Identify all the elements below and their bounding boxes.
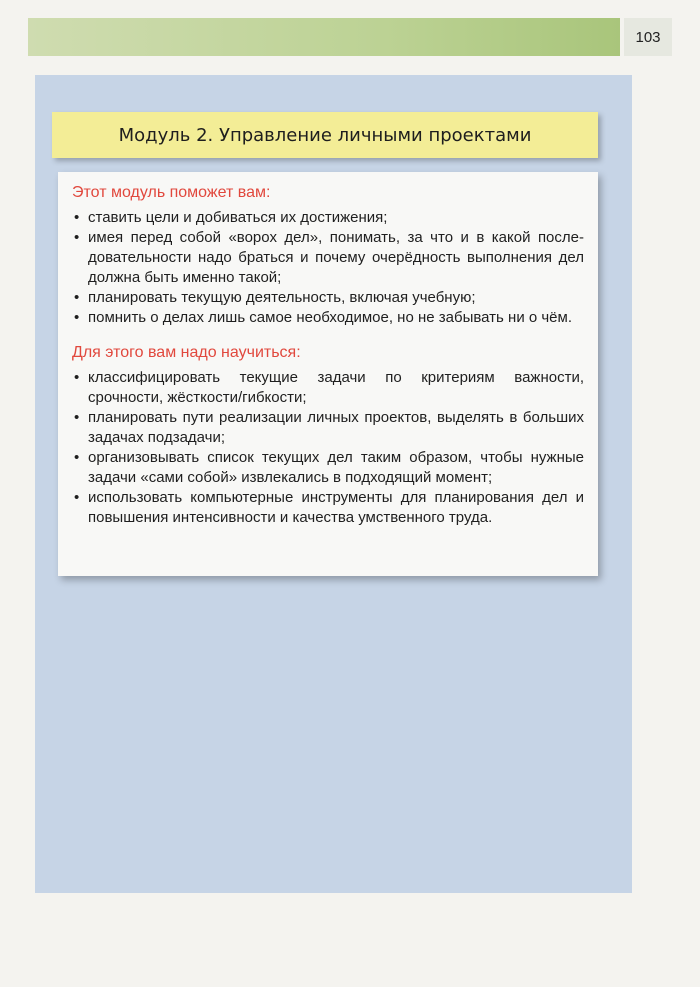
list-item: • использовать компьютерные инструменты для планирования дел и повышения интенсивности и качества умственного труда. — [74, 489, 584, 526]
bullet-icon: • — [74, 309, 80, 326]
skills-list — [72, 368, 584, 528]
list-item: • ставить цели и добиваться их достижения; — [74, 209, 388, 226]
bullet-icon: • — [74, 449, 80, 466]
header-band — [28, 18, 620, 56]
bullet-icon: • — [74, 289, 80, 306]
bullet-icon: • — [74, 229, 80, 246]
bullet-icon: • — [74, 369, 80, 386]
list-item: • имея перед собой «ворох дел», понимать, за что и в какой после-довательности надо браться и почему очерёдность выполнения дел должна быть именно такой; — [74, 229, 584, 286]
bullet-icon: • — [74, 489, 80, 506]
list-item: • помнить о делах лишь самое необходимое, но не забывать ни о чём. — [74, 309, 573, 326]
list-item: • организовывать список текущих дел таким образом, чтобы нужные задачи «сами собой» извлекались в подходящий момент; — [74, 449, 584, 486]
list-item: • планировать пути реализации личных проектов, выделять в больших задачах подзадачи; — [74, 409, 584, 446]
goals-list — [72, 208, 584, 328]
list-item: • классифицировать текущие задачи по критериям важности, срочности, жёсткости/гибкости; — [74, 369, 584, 406]
module-title-banner — [52, 112, 598, 158]
section-heading-goals: Этот модуль поможет вам: — [72, 184, 271, 201]
section-heading-skills: Для этого вам надо научиться: — [72, 344, 301, 361]
objectives-card — [58, 172, 598, 576]
page-number: 103 — [624, 18, 672, 56]
module-title: Модуль 2. Управление личными проектами — [118, 124, 532, 146]
bullet-icon: • — [74, 209, 80, 226]
list-item: • планировать текущую деятельность, включая учебную; — [74, 289, 476, 306]
bullet-icon: • — [74, 409, 80, 426]
